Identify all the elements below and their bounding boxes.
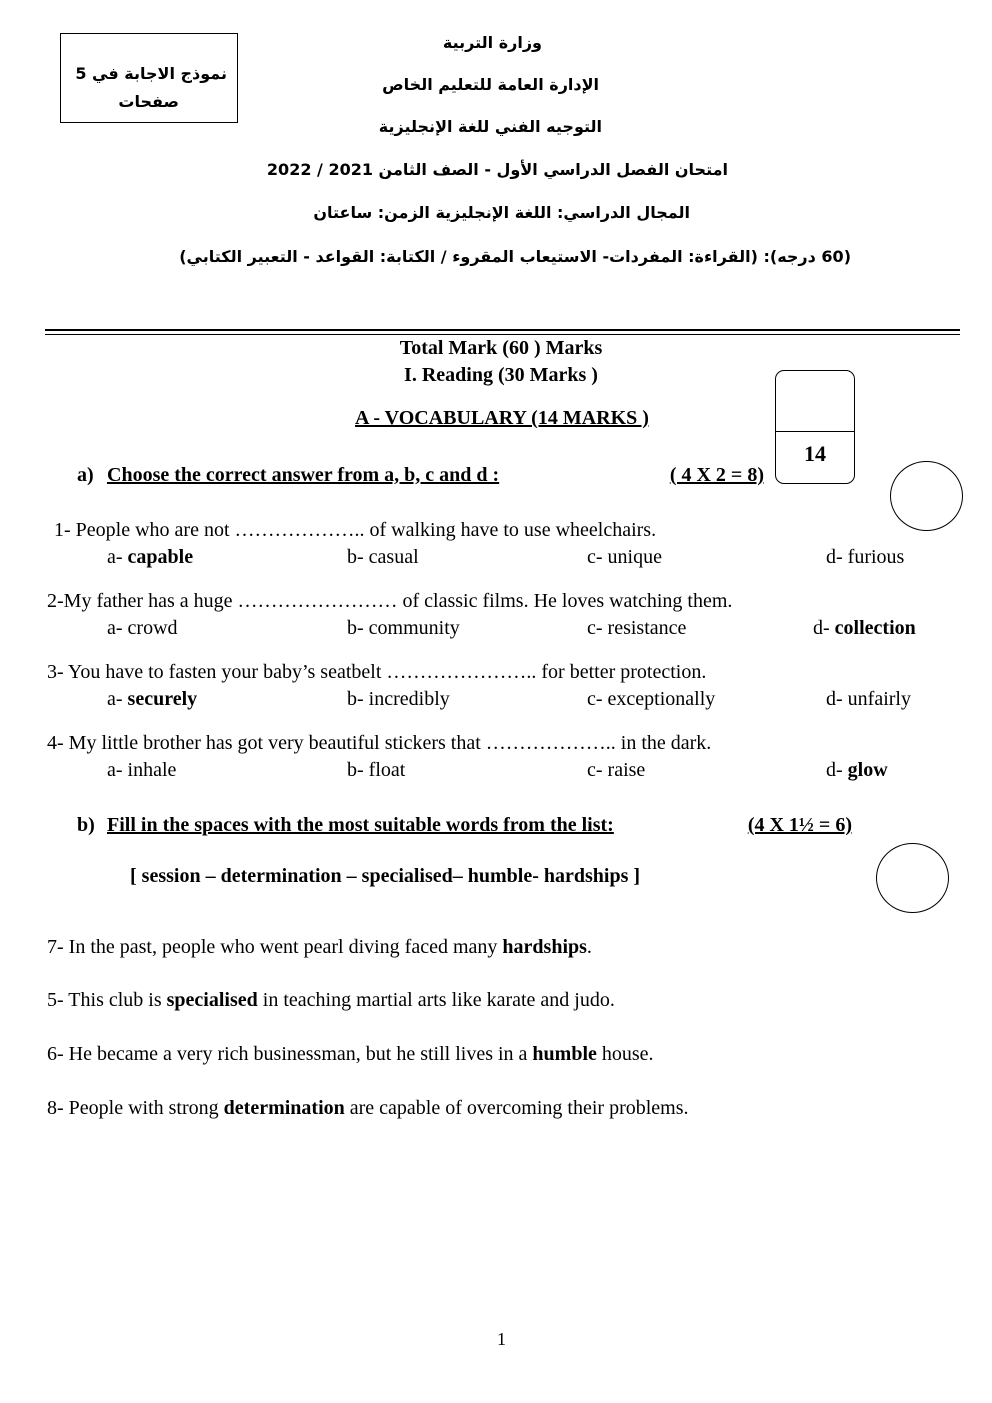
question-2-option-b: b- community: [347, 617, 460, 639]
mark-breakdown: (60 درجه): (القراءة: المفردات- الاستيعاب المقروء / الكتابة: القواعد - التعبير الكتابي): [179, 247, 851, 266]
question-2-stem: 2-My father has a huge …………………… of classic films. He loves watching them.: [47, 590, 733, 612]
question-1-option-d: d- furious: [826, 546, 905, 568]
fill-sentence-6: 6- He became a very rich businessman, but he still lives in a humble house.: [47, 1043, 654, 1065]
supervision-title: التوجيه الفني للغة الإنجليزية: [378, 117, 602, 136]
question-4-option-a: a- inhale: [107, 759, 177, 781]
fill-sentence-7: 7- In the past, people who went pearl diving faced many hardships.: [47, 936, 592, 958]
question-1-option-c: c- unique: [587, 546, 662, 568]
score-box-value: 14: [804, 441, 826, 466]
question-4-option-d: d- glow: [826, 759, 888, 781]
question-1-option-b: b- casual: [347, 546, 419, 568]
question-4-stem: 4- My little brother has got very beautiful stickers that ……………….. in the dark.: [47, 732, 712, 754]
answer-model-line2: صفحات: [118, 92, 179, 111]
section-b-mark-circle: [876, 843, 949, 913]
header-divider-thin: [45, 334, 960, 335]
question-2-option-d: d- collection: [813, 617, 916, 639]
ministry-title: وزارة التربية: [442, 33, 542, 52]
score-box: [775, 370, 855, 484]
question-3-stem: 3- You have to fasten your baby’s seatbelt ………………….. for better protection.: [47, 661, 707, 683]
section-b-instruction: Fill in the spaces with the most suitable words from the list:: [107, 814, 614, 836]
vocabulary-title: A - VOCABULARY (14 MARKS ): [355, 407, 649, 429]
score-box-divider: [776, 431, 854, 432]
question-3-option-a: a- securely: [107, 688, 198, 710]
section-b-marks: (4 X 1½ = 6): [747, 814, 852, 836]
word-list: [ session – determination – specialised– humble- hardships ]: [130, 865, 641, 887]
question-1-option-a: a- capable: [107, 546, 194, 568]
question-4-option-b: b- float: [347, 759, 406, 781]
answer-model-box: [60, 33, 238, 123]
total-mark: Total Mark (60 ) Marks: [399, 337, 603, 359]
directorate-title: الإدارة العامة للتعليم الخاص: [382, 75, 599, 94]
fill-sentence-5: 5- This club is specialised in teaching martial arts like karate and judo.: [47, 989, 615, 1011]
section-a-instruction: Choose the correct answer from a, b, c and d :: [107, 464, 500, 486]
fill-sentence-8: 8- People with strong determination are capable of overcoming their problems.: [47, 1097, 689, 1119]
answer-model-line1: نموذج الاجابة في 5: [75, 64, 227, 83]
reading-title: I. Reading (30 Marks ): [404, 364, 598, 386]
question-3-option-d: d- unfairly: [826, 688, 911, 710]
question-2-option-a: a- crowd: [107, 617, 178, 639]
subject-duration: المجال الدراسي: اللغة الإنجليزية الزمن: ساعتان: [313, 203, 690, 222]
question-3-option-b: b- incredibly: [347, 688, 450, 710]
section-a-marks: ( 4 X 2 = 8): [669, 464, 764, 486]
question-3-option-c: c- exceptionally: [587, 688, 716, 710]
header-divider: [45, 329, 960, 331]
question-1-stem: 1- People who are not ……………….. of walking have to use wheelchairs.: [54, 519, 657, 541]
section-b-letter: b): [77, 814, 95, 836]
exam-title: امتحان الفصل الدراسي الأول - الصف الثامن 2021 / 2022: [266, 160, 728, 179]
section-a-letter: a): [77, 464, 94, 486]
section-a-mark-circle: [890, 461, 963, 531]
question-2-option-c: c- resistance: [587, 617, 687, 639]
page-number: 1: [497, 1329, 506, 1349]
question-4-option-c: c- raise: [587, 759, 646, 781]
